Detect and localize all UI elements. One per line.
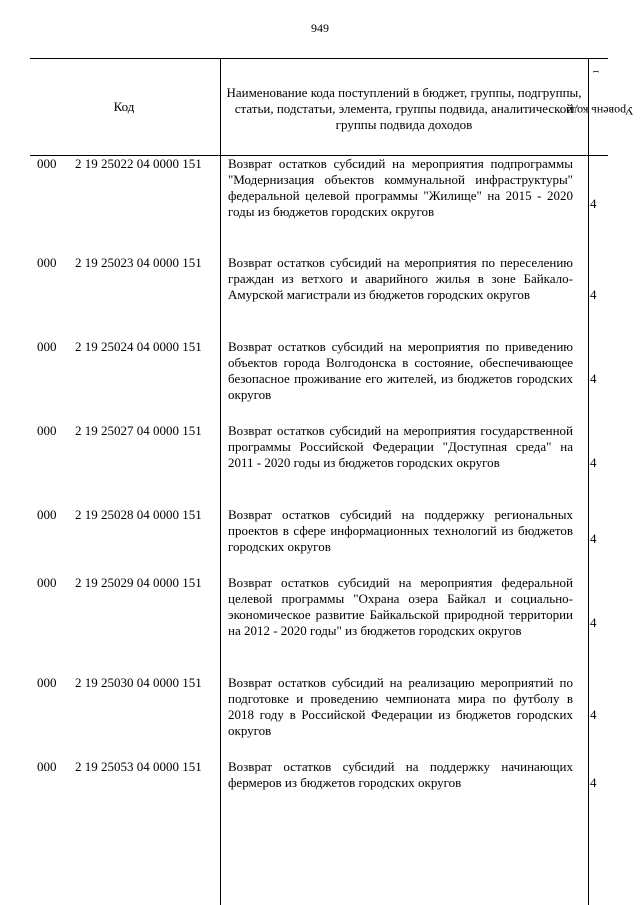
row-description: Возврат остатков субсидий на поддержку начинающих фермеров из бюджетов городских округов [228, 759, 573, 790]
row-level: 4 [590, 196, 597, 211]
row-prefix: 000 [37, 759, 57, 774]
row-level: 4 [590, 287, 597, 302]
row-prefix: 000 [37, 675, 57, 690]
row-prefix: 000 [37, 339, 57, 354]
header-level-label: Уровень кода [565, 104, 634, 118]
row-description: Возврат остатков субсидий на мероприятия государственной программы Российской Федерации "Доступная среда" на 2011 - 2020 годы из бюджетов городских округов [228, 423, 573, 470]
row-prefix: 000 [37, 423, 57, 438]
page-number: 949 [311, 21, 329, 35]
header-level-note: 1 [591, 69, 601, 74]
header-level [565, 59, 634, 155]
row-code: 2 19 25023 04 0000 151 [75, 255, 202, 270]
row-code: 2 19 25022 04 0000 151 [75, 156, 202, 171]
row-prefix: 000 [37, 507, 57, 522]
row-code: 2 19 25028 04 0000 151 [75, 507, 202, 522]
row-code: 2 19 25030 04 0000 151 [75, 675, 202, 690]
row-code: 2 19 25053 04 0000 151 [75, 759, 202, 774]
row-prefix: 000 [37, 255, 57, 270]
row-code: 2 19 25024 04 0000 151 [75, 339, 202, 354]
row-level: 4 [590, 531, 597, 546]
column-divider [220, 59, 221, 155]
header-name: Наименование кода поступлений в бюджет, группы, подгруппы, статьи, подстатьи, элемента, группы подвида, аналитической группы подвида доходов [226, 85, 582, 132]
column-divider [588, 154, 589, 905]
row-level: 4 [590, 455, 597, 470]
row-level: 4 [590, 775, 597, 790]
row-description: Возврат остатков субсидий на мероприятия по переселению граждан из ветхого и аварийного жилья в зоне Байкало-Амурской магистрали из бюджетов городских округов [228, 255, 573, 302]
row-description: Возврат остатков субсидий на мероприятия подпрограммы "Модернизация объектов коммунальной инфраструктуры" федеральной целевой программы "Жилище" на 2015 - 2020 годы из бюджетов городских округов [228, 156, 573, 219]
header-code: Код [113, 99, 135, 114]
table-header [30, 58, 634, 156]
row-code: 2 19 25027 04 0000 151 [75, 423, 202, 438]
row-description: Возврат остатков субсидий на мероприятия федеральной целевой программы "Охрана озера Байкал и социально-экономическое развитие Байкальской природной территории на 2012 - 2020 годы" из бюджетов городских округов [228, 575, 573, 638]
row-description: Возврат остатков субсидий на поддержку региональных проектов в сфере информационных технологий из бюджетов городских округов [228, 507, 573, 554]
column-divider [220, 154, 221, 905]
row-level: 4 [590, 371, 597, 386]
row-prefix: 000 [37, 156, 57, 171]
row-description: Возврат остатков субсидий на мероприятия по приведению объектов города Волгодонска в состояние, обеспечивающее безопасное проживание его жителей, из бюджетов городских округов [228, 339, 573, 402]
row-level: 4 [590, 615, 597, 630]
row-code: 2 19 25029 04 0000 151 [75, 575, 202, 590]
row-description: Возврат остатков субсидий на реализацию мероприятий по подготовке и проведению чемпионата мира по футболу в 2018 году в Российской Федерации из бюджетов городских округов [228, 675, 573, 738]
row-prefix: 000 [37, 575, 57, 590]
row-level: 4 [590, 707, 597, 722]
